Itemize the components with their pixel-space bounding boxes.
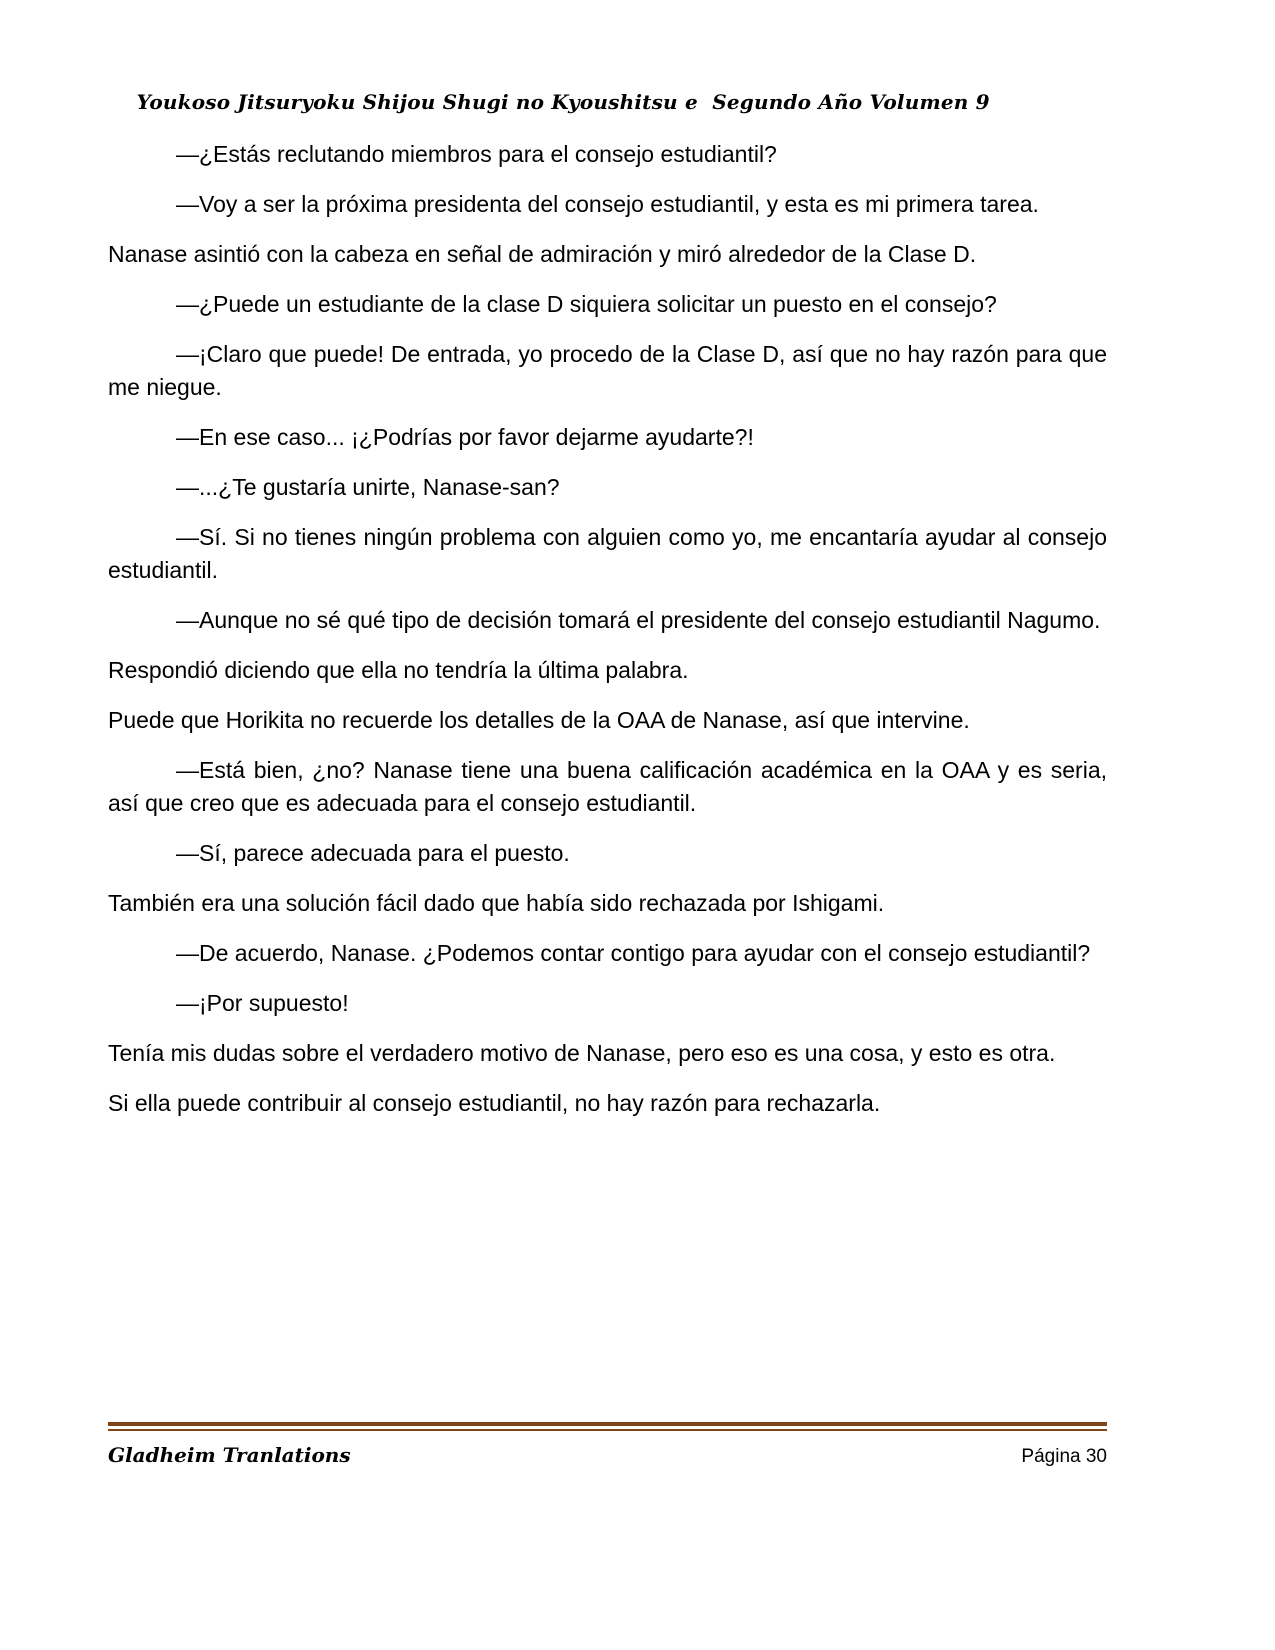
footer-divider [108,1422,1107,1431]
paragraph: —Voy a ser la próxima presidenta del consejo estudiantil, y esta es mi primera tarea. [176,191,1039,217]
page-number: Página 30 [1021,1446,1107,1467]
paragraph: —Aunque no sé qué tipo de decisión tomará el presidente del consejo estudiantil Nagumo. [176,607,1101,633]
paragraph: También era una solución fácil dado que había sido rechazada por Ishigami. [108,890,885,916]
paragraph: —En ese caso... ¡¿Podrías por favor dejarme ayudarte?! [176,424,754,450]
paragraph: Respondió diciendo que ella no tendría la última palabra. [108,657,689,683]
paragraph: —De acuerdo, Nanase. ¿Podemos contar contigo para ayudar con el consejo estudiantil? [176,940,1091,966]
paragraph: Tenía mis dudas sobre el verdadero motivo de Nanase, pero eso es una cosa, y esto es otra. [108,1040,1056,1066]
paragraph: —Está bien, ¿no? Nanase tiene una buena calificación académica en la OAA y es seria, así que creo que es adecuada para el consejo estudiantil. [108,757,1107,816]
paragraph: —Sí. Si no tienes ningún problema con alguien como yo, me encantaría ayudar al consejo estudiantil. [108,524,1107,583]
paragraph: Nanase asintió con la cabeza en señal de admiración y miró alrededor de la Clase D. [108,241,977,267]
paragraph: Puede que Horikita no recuerde los detalles de la OAA de Nanase, así que intervine. [108,707,970,733]
paragraph: Si ella puede contribuir al consejo estudiantil, no hay razón para rechazarla. [108,1090,881,1116]
header-title: Youkoso Jitsuryoku Shijou Shugi no Kyoushitsu e Segundo Año Volumen 9 [136,90,990,114]
paragraph: —¿Estás reclutando miembros para el consejo estudiantil? [176,141,777,167]
paragraph: —...¿Te gustaría unirte, Nanase-san? [176,474,560,500]
page-footer [108,1422,1107,1468]
footer-row [108,1443,1107,1468]
paragraph: —¡Claro que puede! De entrada, yo procedo de la Clase D, así que no hay razón para que me niegue. [108,341,1107,400]
translator-credit: Gladheim Tranlations [108,1443,351,1467]
document-body [108,138,1107,1137]
page-header [108,66,1107,138]
paragraph: —¡Por supuesto! [176,990,349,1016]
paragraph: —Sí, parece adecuada para el puesto. [176,840,570,866]
paragraph: —¿Puede un estudiante de la clase D siquiera solicitar un puesto en el consejo? [176,291,997,317]
